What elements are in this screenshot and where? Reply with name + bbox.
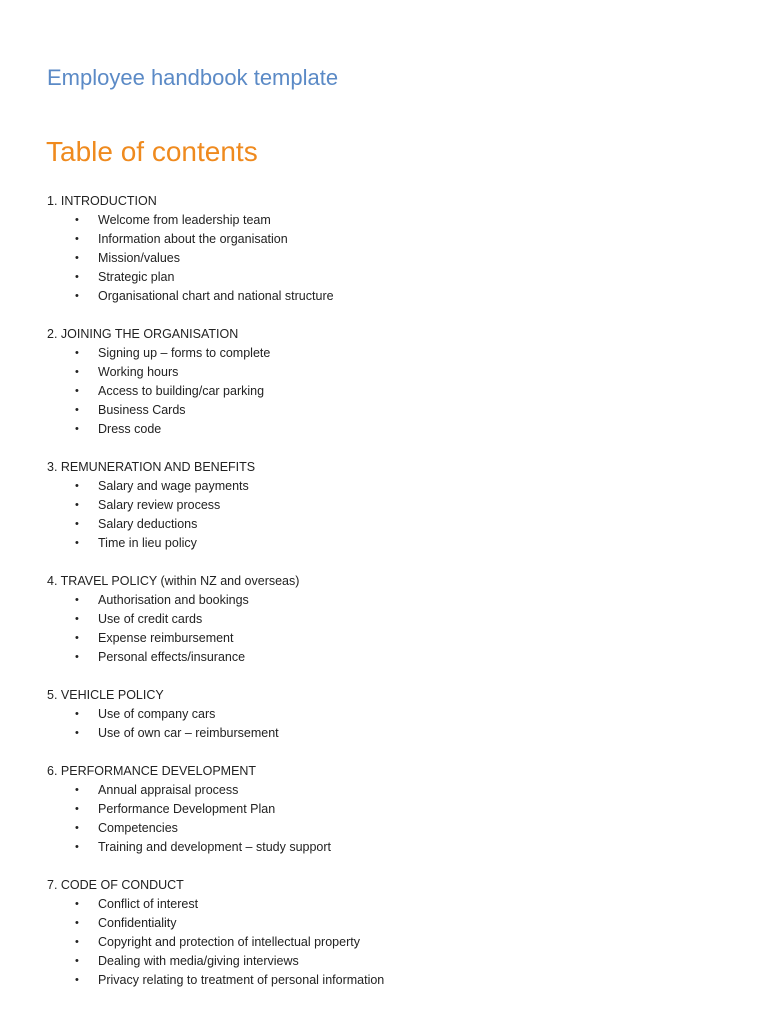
bullet-icon: • — [75, 822, 79, 834]
toc-section — [47, 762, 737, 857]
bullet-icon: • — [75, 480, 79, 492]
list-item — [47, 648, 737, 667]
bullet-icon: • — [75, 214, 79, 226]
toc-section — [47, 325, 737, 439]
bullet-icon: • — [75, 917, 79, 929]
bullet-icon: • — [75, 423, 79, 435]
list-item — [47, 287, 737, 306]
bullet-icon: • — [75, 252, 79, 264]
list-item — [47, 971, 737, 990]
list-item — [47, 211, 737, 230]
list-item-label: Use of company cars — [98, 707, 216, 721]
bullet-icon: • — [75, 632, 79, 644]
toc-section — [47, 192, 737, 306]
toc-section — [47, 876, 737, 990]
bullet-icon: • — [75, 974, 79, 986]
list-item-label: Signing up – forms to complete — [98, 346, 271, 360]
list-item — [47, 610, 737, 629]
bullet-icon: • — [75, 841, 79, 853]
bullet-icon: • — [75, 233, 79, 245]
list-item — [47, 344, 737, 363]
bullet-icon: • — [75, 518, 79, 530]
bullet-icon: • — [75, 936, 79, 948]
list-item-label: Working hours — [98, 365, 179, 379]
list-item-label: Dealing with media/giving interviews — [98, 954, 299, 968]
bullet-icon: • — [75, 727, 79, 739]
list-item — [47, 800, 737, 819]
section-item-list — [47, 895, 737, 990]
section-item-list — [47, 705, 737, 743]
list-item — [47, 363, 737, 382]
list-item — [47, 933, 737, 952]
list-item-label: Use of credit cards — [98, 612, 203, 626]
list-item-label: Competencies — [98, 821, 178, 835]
list-item — [47, 705, 737, 724]
list-item — [47, 382, 737, 401]
list-item-label: Conflict of interest — [98, 897, 199, 911]
list-item-label: Salary and wage payments — [98, 479, 249, 493]
bullet-icon: • — [75, 955, 79, 967]
bullet-icon: • — [75, 651, 79, 663]
list-item-label: Time in lieu policy — [98, 536, 197, 550]
toc-section — [47, 458, 737, 553]
list-item-label: Dress code — [98, 422, 162, 436]
list-item — [47, 629, 737, 648]
list-item-label: Strategic plan — [98, 270, 175, 284]
bullet-icon: • — [75, 290, 79, 302]
list-item-label: Personal effects/insurance — [98, 650, 246, 664]
list-item-label: Organisational chart and national structure — [98, 289, 334, 303]
bullet-icon: • — [75, 347, 79, 359]
list-item — [47, 477, 737, 496]
section-item-list — [47, 477, 737, 553]
list-item-label: Confidentiality — [98, 916, 177, 930]
section-item-list — [47, 781, 737, 857]
list-item-label: Mission/values — [98, 251, 180, 265]
bullet-icon: • — [75, 594, 79, 606]
list-item — [47, 724, 737, 743]
section-title: 4. TRAVEL POLICY (within NZ and overseas) — [47, 574, 300, 588]
list-item-label: Business Cards — [98, 403, 186, 417]
list-item-label: Salary review process — [98, 498, 221, 512]
toc-heading: Table of contents — [46, 136, 258, 167]
bullet-icon: • — [75, 803, 79, 815]
list-item-label: Expense reimbursement — [98, 631, 234, 645]
document-title: Employee handbook template — [47, 65, 339, 90]
list-item-label: Access to building/car parking — [98, 384, 265, 398]
list-item-label: Information about the organisation — [98, 232, 288, 246]
bullet-icon: • — [75, 499, 79, 511]
list-item-label: Use of own car – reimbursement — [98, 726, 279, 740]
list-item — [47, 496, 737, 515]
list-item — [47, 420, 737, 439]
section-title: 1. INTRODUCTION — [47, 194, 157, 208]
list-item — [47, 819, 737, 838]
section-title: 3. REMUNERATION AND BENEFITS — [47, 460, 256, 474]
bullet-icon: • — [75, 898, 79, 910]
list-item — [47, 591, 737, 610]
list-item-label: Privacy relating to treatment of personal information — [98, 973, 385, 987]
bullet-icon: • — [75, 404, 79, 416]
list-item — [47, 914, 737, 933]
list-item — [47, 838, 737, 857]
section-item-list — [47, 211, 737, 306]
list-item — [47, 230, 737, 249]
bullet-icon: • — [75, 537, 79, 549]
list-item-label: Training and development – study support — [98, 840, 332, 854]
bullet-icon: • — [75, 784, 79, 796]
bullet-icon: • — [75, 613, 79, 625]
list-item-label: Welcome from leadership team — [98, 213, 271, 227]
list-item — [47, 249, 737, 268]
toc-section — [47, 572, 737, 667]
list-item — [47, 952, 737, 971]
bullet-icon: • — [75, 271, 79, 283]
list-item — [47, 895, 737, 914]
toc-section — [47, 686, 737, 743]
list-item-label: Authorisation and bookings — [98, 593, 249, 607]
list-item — [47, 401, 737, 420]
list-item-label: Performance Development Plan — [98, 802, 276, 816]
section-title: 5. VEHICLE POLICY — [47, 688, 164, 702]
table-of-contents — [47, 192, 737, 1009]
section-item-list — [47, 344, 737, 439]
list-item — [47, 781, 737, 800]
list-item — [47, 515, 737, 534]
bullet-icon: • — [75, 385, 79, 397]
list-item — [47, 534, 737, 553]
bullet-icon: • — [75, 708, 79, 720]
section-title: 6. PERFORMANCE DEVELOPMENT — [47, 764, 257, 778]
section-item-list — [47, 591, 737, 667]
list-item-label: Copyright and protection of intellectual property — [98, 935, 360, 949]
list-item-label: Annual appraisal process — [98, 783, 239, 797]
list-item-label: Salary deductions — [98, 517, 198, 531]
bullet-icon: • — [75, 366, 79, 378]
section-title: 7. CODE OF CONDUCT — [47, 878, 184, 892]
list-item — [47, 268, 737, 287]
section-title: 2. JOINING THE ORGANISATION — [47, 327, 239, 341]
